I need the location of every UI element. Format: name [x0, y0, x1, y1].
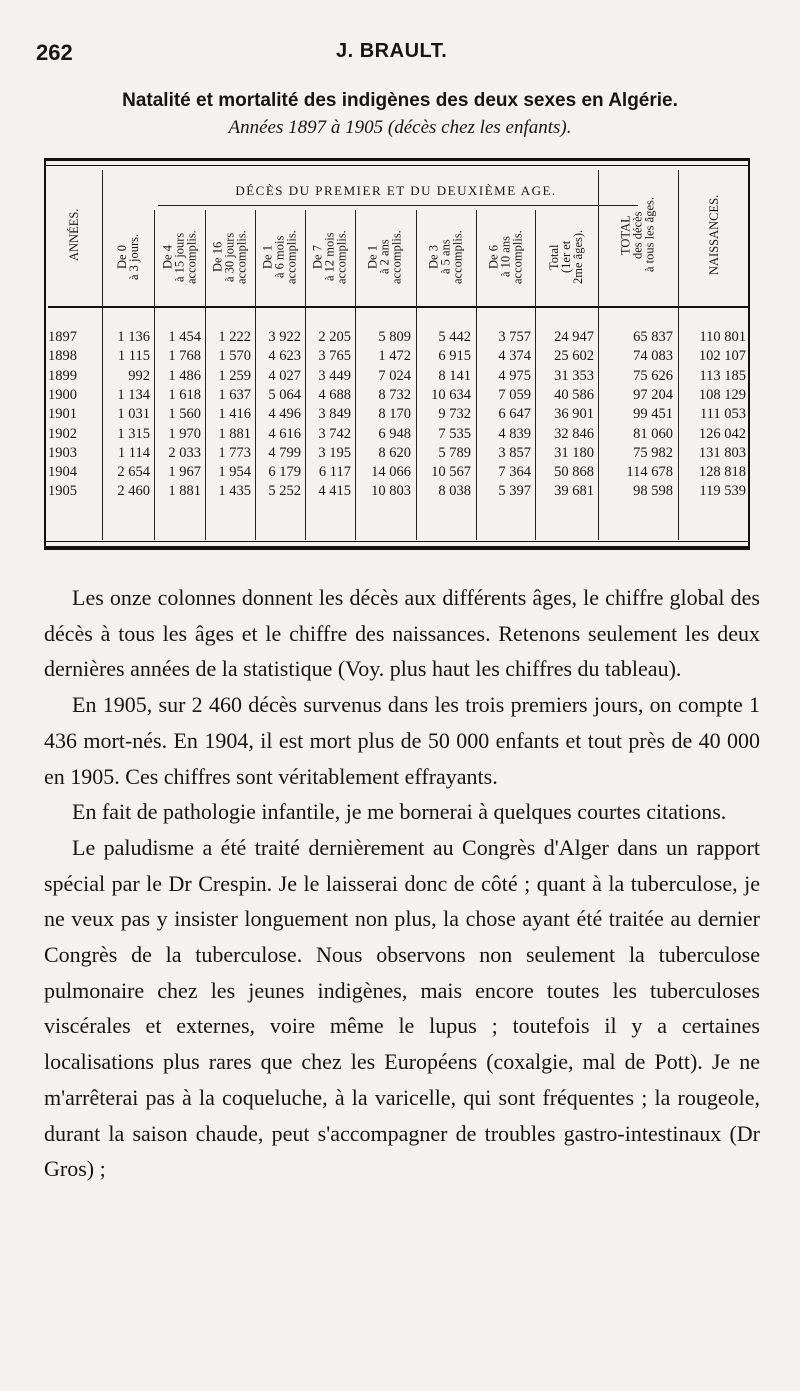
table-cell: 7 059 — [498, 386, 531, 403]
table-cell: 98 598 — [633, 483, 673, 500]
column-header: De 0 à 3 jours. — [115, 233, 141, 281]
table-cell: 108 129 — [698, 386, 746, 403]
table-cell: 1 134 — [117, 386, 150, 403]
year-cell: 1898 — [48, 348, 77, 365]
table-cell: 102 107 — [698, 348, 746, 365]
column-header: ANNÉES. — [67, 208, 81, 262]
table-cell: 1 773 — [218, 444, 251, 461]
table-cell: 32 846 — [554, 425, 594, 442]
table-cell: 8 141 — [438, 367, 471, 384]
table-cell: 4 027 — [268, 367, 301, 384]
table-cell: 126 042 — [698, 425, 746, 442]
table-cell: 4 688 — [318, 386, 351, 403]
table-cell: 10 634 — [431, 386, 471, 403]
table-cell: 1 560 — [168, 406, 201, 423]
body-text — [44, 580, 760, 1187]
table-cell: 1 259 — [218, 367, 251, 384]
column-rule — [476, 210, 477, 540]
table-cell: 81 060 — [633, 425, 673, 442]
table-cell: 7 535 — [438, 425, 471, 442]
table-cell: 3 922 — [268, 329, 301, 345]
table-cell: 1 967 — [168, 464, 201, 481]
column-header: NAISSANCES. — [707, 194, 721, 276]
table-cell: 5 809 — [378, 329, 411, 345]
table-cell: 5 442 — [438, 329, 471, 345]
table-cell: 3 765 — [318, 348, 351, 365]
table-cell: 7 364 — [498, 464, 531, 481]
table-cell: 39 681 — [554, 483, 594, 500]
paragraph: Les onze colonnes donnent les décès aux différents âges, le chiffre global des décès à tous les âges et le chiffre des naissances. Retenons seulement les deux dernières années de la statistique (Voy. plus haut les chiffres du tableau). — [44, 585, 760, 682]
year-cell: 1899 — [48, 367, 77, 384]
table-cell: 3 742 — [318, 425, 351, 442]
table-cell: 5 252 — [268, 483, 301, 500]
group-header-rule — [158, 205, 638, 206]
table-cell: 6 117 — [318, 464, 351, 481]
table-cell: 14 066 — [371, 464, 411, 481]
table-cell: 24 947 — [554, 329, 594, 345]
page-number: 262 — [36, 40, 73, 65]
table-cell: 4 496 — [268, 406, 301, 423]
column-header: De 7 à 12 mois accomplis. — [310, 230, 349, 284]
table-cell: 1 435 — [218, 483, 251, 500]
table-cell: 128 818 — [698, 464, 746, 481]
table-cell: 1 222 — [218, 329, 251, 345]
table-cell: 111 053 — [699, 406, 746, 423]
table-cell: 1 954 — [218, 464, 251, 481]
table-cell: 119 539 — [699, 483, 746, 500]
table-cell: 5 064 — [268, 386, 301, 403]
table-cell: 7 024 — [378, 367, 411, 384]
table-cell: 9 732 — [438, 406, 471, 423]
table-cell: 8 732 — [378, 386, 411, 403]
table-cell: 2 654 — [117, 464, 150, 481]
table-cell: 1 454 — [168, 329, 201, 345]
table-cell: 75 982 — [633, 444, 673, 461]
table-cell: 36 901 — [554, 406, 594, 423]
year-cell: 1897 — [48, 329, 77, 345]
table-cell: 1 618 — [168, 386, 201, 403]
table-cell: 3 849 — [318, 406, 351, 423]
table-cell: 8 038 — [438, 483, 471, 500]
table-cell: 6 647 — [498, 406, 531, 423]
table-cell: 1 570 — [218, 348, 251, 365]
table-cell: 65 837 — [633, 329, 673, 345]
column-rule — [678, 170, 679, 540]
table-cell: 1 114 — [117, 444, 150, 461]
table-cell: 97 204 — [633, 386, 673, 403]
table-cell: 1 315 — [117, 425, 150, 442]
column-header: De 3 à 5 ans accomplis. — [426, 230, 465, 284]
paragraph: En fait de pathologie infantile, je me bornerai à quelques courtes citations. — [72, 799, 727, 825]
table-cell: 75 626 — [633, 367, 673, 384]
table-cell: 6 179 — [268, 464, 301, 481]
column-header: De 16 à 30 jours accomplis. — [210, 230, 249, 284]
table-cell: 4 415 — [318, 483, 351, 500]
table-cell: 50 868 — [554, 464, 594, 481]
paragraph: Le paludisme a été traité dernièrement au Congrès d'Alger dans un rapport spécial par le Dr Crespin. Je le laisserai donc de côté ; quant à la tuberculose, je ne veux pas y insister longuement non plus, la chose ayant été traitée au dernier Congrès de la tuberculose. Nous observons non seulement la tuberculose pulmonaire chez les jeunes indigènes, mais encore toutes les tuberculoses viscérales et externes, voire même le lupus ; toutefois il y a certaines localisations plus rares que chez les Européens (coxalgie, mal de Pott). Je ne m'arrêterai pas à la coqueluche, à la varicelle, qui sont fréquentes ; la rougeole, durant la saison chaude, peut s'accompagner de troubles gastro-intestinaux (Dr Gros) ; — [44, 834, 760, 1182]
table-cell: 6 948 — [378, 425, 411, 442]
table-cell: 1 881 — [218, 425, 251, 442]
table-cell: 1 136 — [117, 329, 150, 345]
table-cell: 10 803 — [371, 483, 411, 500]
table-cell: 4 839 — [498, 425, 531, 442]
header-rule — [48, 306, 748, 308]
table-cell: 2 460 — [117, 483, 150, 500]
table-cell: 1 115 — [117, 348, 150, 365]
table-cell: 4 975 — [498, 367, 531, 384]
year-cell: 1900 — [48, 386, 77, 403]
table-cell: 31 353 — [554, 367, 594, 384]
table-cell: 1 881 — [168, 483, 201, 500]
table-cell: 10 567 — [431, 464, 471, 481]
table-cell: 31 180 — [554, 444, 594, 461]
paragraph: En 1905, sur 2 460 décès survenus dans les trois premiers jours, on compte 1 436 mort-nés. En 1904, il est mort plus de 50 000 enfants et tout près de 40 000 en 1905. Ces chiffres sont véritablement effrayants. — [44, 692, 760, 789]
page-header — [36, 40, 764, 72]
table-cell: 1 416 — [218, 406, 251, 423]
year-cell: 1901 — [48, 406, 77, 423]
table-cell: 992 — [128, 367, 150, 384]
table-subtitle: Années 1897 à 1905 (décès chez les enfants). — [228, 117, 572, 138]
table-cell: 2 205 — [318, 329, 351, 345]
table-cell: 40 586 — [554, 386, 594, 403]
table-cell: 4 616 — [268, 425, 301, 442]
table-cell: 1 486 — [168, 367, 201, 384]
column-header: De 4 à 15 jours accomplis. — [160, 230, 199, 284]
table-cell: 74 083 — [633, 348, 673, 365]
table-cell: 4 374 — [498, 348, 531, 365]
table-cell: 3 757 — [498, 329, 531, 345]
table-cell: 2 033 — [168, 444, 201, 461]
table-cell: 6 915 — [438, 348, 471, 365]
table-cell: 113 185 — [699, 367, 746, 384]
table-cell: 1 768 — [168, 348, 201, 365]
table-cell: 131 803 — [698, 444, 746, 461]
table-cell: 4 799 — [268, 444, 301, 461]
table-cell: 1 970 — [168, 425, 201, 442]
table-cell: 99 451 — [633, 406, 673, 423]
table-cell: 5 397 — [498, 483, 531, 500]
table-title: Natalité et mortalité des indigènes des deux sexes en Algérie. — [122, 90, 678, 111]
table-cell: 110 801 — [699, 329, 746, 345]
column-header: De 6 à 10 ans accomplis. — [486, 230, 525, 284]
column-rule — [102, 170, 103, 540]
running-head: J. BRAULT. — [336, 40, 448, 62]
year-cell: 1903 — [48, 444, 77, 461]
table-cell: 3 449 — [318, 367, 351, 384]
column-header: De 1 à 6 mois accomplis. — [260, 230, 299, 284]
column-rule — [154, 210, 155, 540]
table-cell: 3 857 — [498, 444, 531, 461]
table-cell: 1 472 — [378, 348, 411, 365]
table-cell: 4 623 — [268, 348, 301, 365]
year-cell: 1904 — [48, 464, 77, 481]
table-cell: 8 170 — [378, 406, 411, 423]
column-header: Total (1er et 2me âges). — [547, 229, 585, 285]
table-cell: 1 031 — [117, 406, 150, 423]
table-cell: 5 789 — [438, 444, 471, 461]
table-cell: 8 620 — [378, 444, 411, 461]
table-group-header: DÉCÈS DU PREMIER ET DU DEUXIÈME AGE. — [235, 183, 557, 198]
table-cell: 3 195 — [318, 444, 351, 461]
column-rule — [416, 210, 417, 540]
table-cell: 114 678 — [626, 464, 673, 481]
column-header: TOTAL des décès à tous les âges. — [618, 197, 657, 273]
year-cell: 1902 — [48, 425, 77, 442]
column-rule — [598, 170, 599, 540]
table-cell: 1 637 — [218, 386, 251, 403]
table-cell: 25 602 — [554, 348, 594, 365]
year-cell: 1905 — [48, 483, 77, 500]
column-header: De 1 à 2 ans accomplis. — [365, 230, 404, 284]
